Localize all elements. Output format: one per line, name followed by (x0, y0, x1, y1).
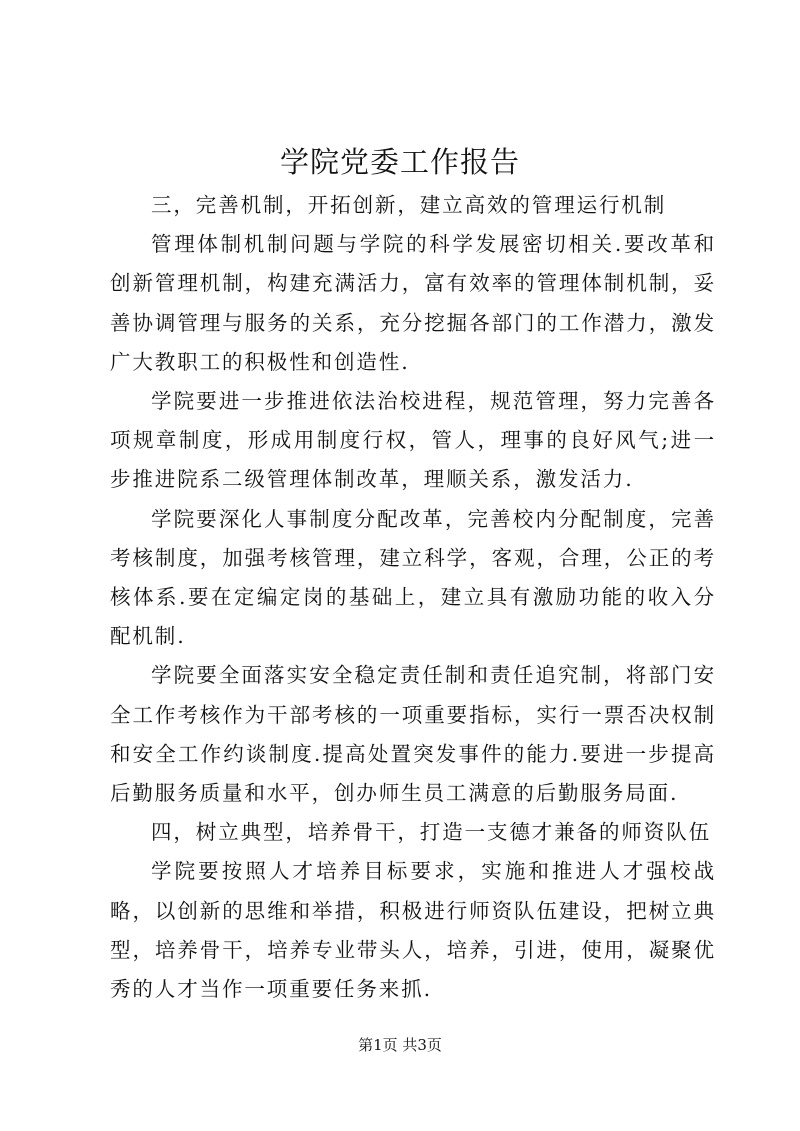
page-footer: 第1页 共3页 (358, 1036, 442, 1054)
paragraph: 学院要深化人事制度分配改革，完善校内分配制度，完善考核制度，加强考核管理，建立科学，客观，合理，公正的考核体系.要在定编定岗的基础上，建立具有激励功能的收入分配机制. (110, 506, 716, 649)
paragraph: 学院要全面落实安全稳定责任制和责任追究制，将部门安全工作考核作为干部考核的一项重要指标，实行一票否决权制和安全工作约谈制度.提高处置突发事件的能力.要进一步提高后勤服务质量和水平，创办师生员工满意的后勤服务局面. (110, 663, 716, 806)
paragraph: 学院要按照人才培养目标要求，实施和推进人才强校战略，以创新的思维和举措，积极进行师资队伍建设，把树立典型，培养骨干，培养专业带头人，培养，引进，使用，凝聚优秀的人才当作一项重要任务来抓. (110, 859, 716, 1002)
document-body (110, 186, 716, 1009)
paragraph: 学院要进一步推进依法治校进程，规范管理，努力完善各项规章制度，形成用制度行权，管人，理事的良好风气;进一步推进院系二级管理体制改革，理顺关系，激发活力. (110, 389, 716, 492)
section-heading-3: 三，完善机制，开拓创新，建立高效的管理运行机制 (151, 193, 667, 217)
paragraph: 管理体制机制问题与学院的科学发展密切相关.要改革和创新管理机制，构建充满活力，富有效率的管理体制机制，妥善协调管理与服务的关系，充分挖掘各部门的工作潜力，激发广大教职工的积极性和创造性. (110, 232, 716, 374)
section-heading-4: 四，树立典型，培养骨干，打造一支德才兼备的师资队伍 (151, 820, 711, 845)
document-title: 学院党委工作报告 (279, 145, 520, 179)
